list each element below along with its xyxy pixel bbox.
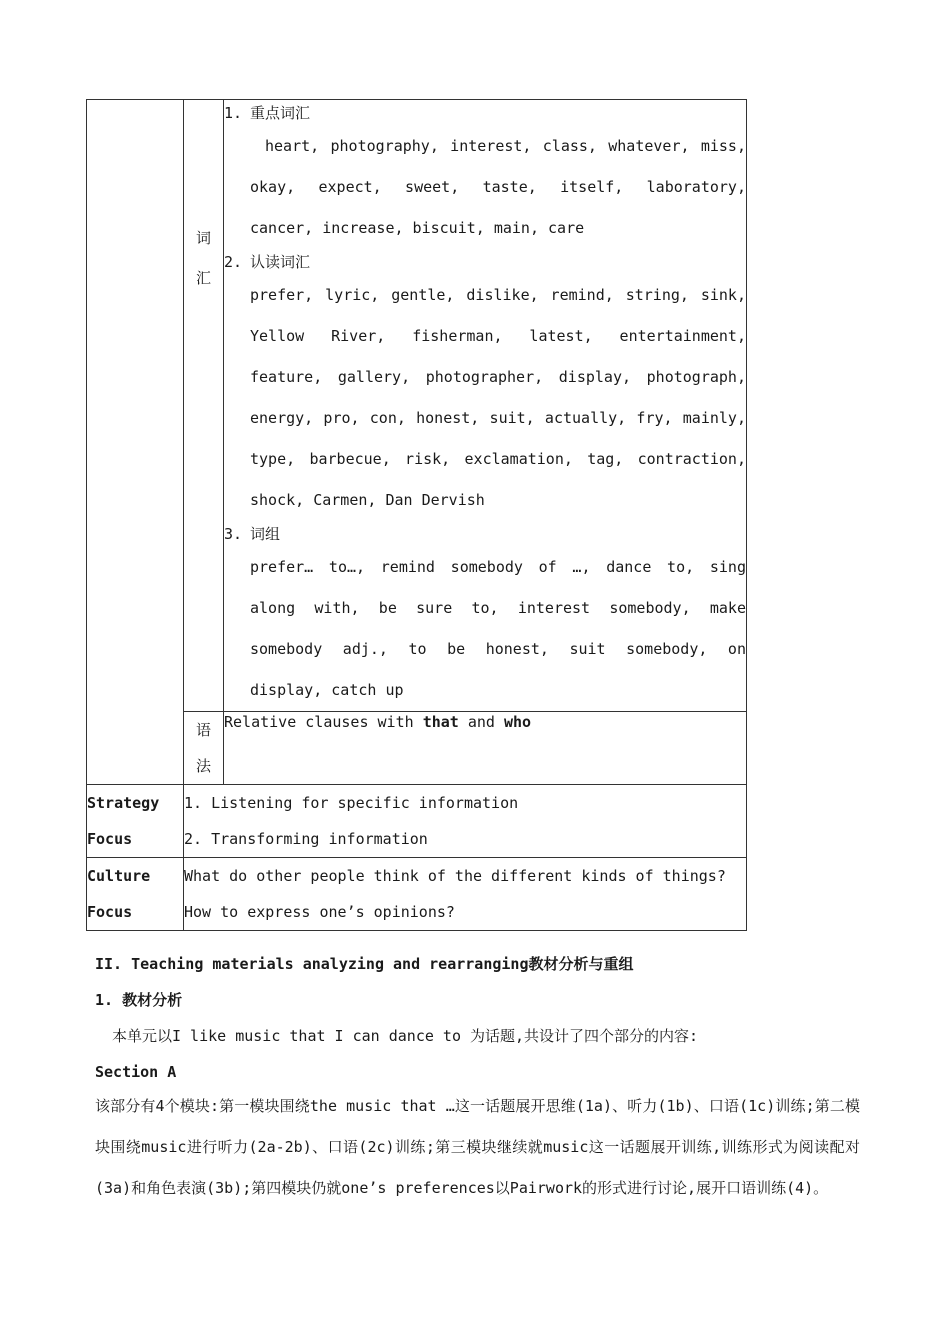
culture-label: Culture Focus (87, 858, 184, 931)
phrases-words: prefer… to…, remind somebody of …, dance to, sing along with, be sure to, interest somebody, make somebody adj., to be honest, suit somebody, on display, catch up (250, 558, 746, 699)
vocab-row (87, 100, 747, 712)
vocab-label-char: 汇 (195, 269, 211, 287)
strategy-content (184, 785, 747, 858)
strategy-item: 1. Listening for specific information (184, 794, 519, 812)
culture-item: What do other people think of the different kinds of things? (184, 867, 726, 885)
subsection-heading: 1. 教材分析 (95, 991, 183, 1009)
vocab-content-cell (224, 100, 747, 712)
empty-category-cell (87, 100, 184, 785)
section-a-heading: Section A (95, 1063, 177, 1081)
vocab-label-cell (184, 100, 224, 712)
lesson-plan-table (86, 99, 747, 931)
section-body (95, 946, 860, 1209)
key-vocab-heading: 1. 重点词汇 (224, 104, 311, 122)
strategy-item: 2. Transforming information (184, 830, 428, 848)
culture-item: How to express one’s opinions? (184, 903, 455, 921)
recognize-vocab-heading: 2. 认读词汇 (224, 253, 311, 271)
section-heading: II. Teaching materials analyzing and rearranging教材分析与重组 (95, 955, 634, 973)
culture-row (87, 858, 747, 931)
culture-content (184, 858, 747, 931)
grammar-label-char: 法 (195, 757, 211, 775)
intro-paragraph: 本单元以I like music that I can dance to 为话题,共设计了四个部分的内容: (112, 1027, 699, 1045)
key-vocab-words: heart, photography, interest, class, whatever, miss, okay, expect, sweet, taste, itself, laboratory, cancer, increase, biscuit, main, care (250, 137, 746, 237)
strategy-label: Strategy Focus (87, 785, 184, 858)
phrases-heading: 3. 词组 (224, 525, 281, 543)
grammar-content-cell: Relative clauses with that and who (224, 712, 747, 785)
grammar-label-char: 语 (195, 721, 211, 739)
recognize-vocab-words: prefer, lyric, gentle, dislike, remind, string, sink, Yellow River, fisherman, latest, entertainment, feature, gallery, photographer, display, photograph, energy, pro, con, honest, suit, actually, fry, mainly, type, barbecue, risk, exclamation, tag, contraction, shock, Carmen, Dan Dervish (250, 286, 746, 509)
grammar-label-cell (184, 712, 224, 785)
vocab-label-char: 词 (195, 229, 211, 247)
strategy-row (87, 785, 747, 858)
grammar-row (87, 712, 747, 785)
section-a-paragraph: 该部分有4个模块:第一模块围绕the music that …这一话题展开思维(1a)、听力(1b)、口语(1c)训练;第二模块围绕music进行听力(2a-2b)、口语(2c)训练;第三模块继续就music这一话题展开训练,训练形式为阅读配对(3a)和角色表演(3b);第四模块仍就one’s preferences以Pairwork的形式进行讨论,展开口语训练(4)。 (95, 1097, 860, 1197)
